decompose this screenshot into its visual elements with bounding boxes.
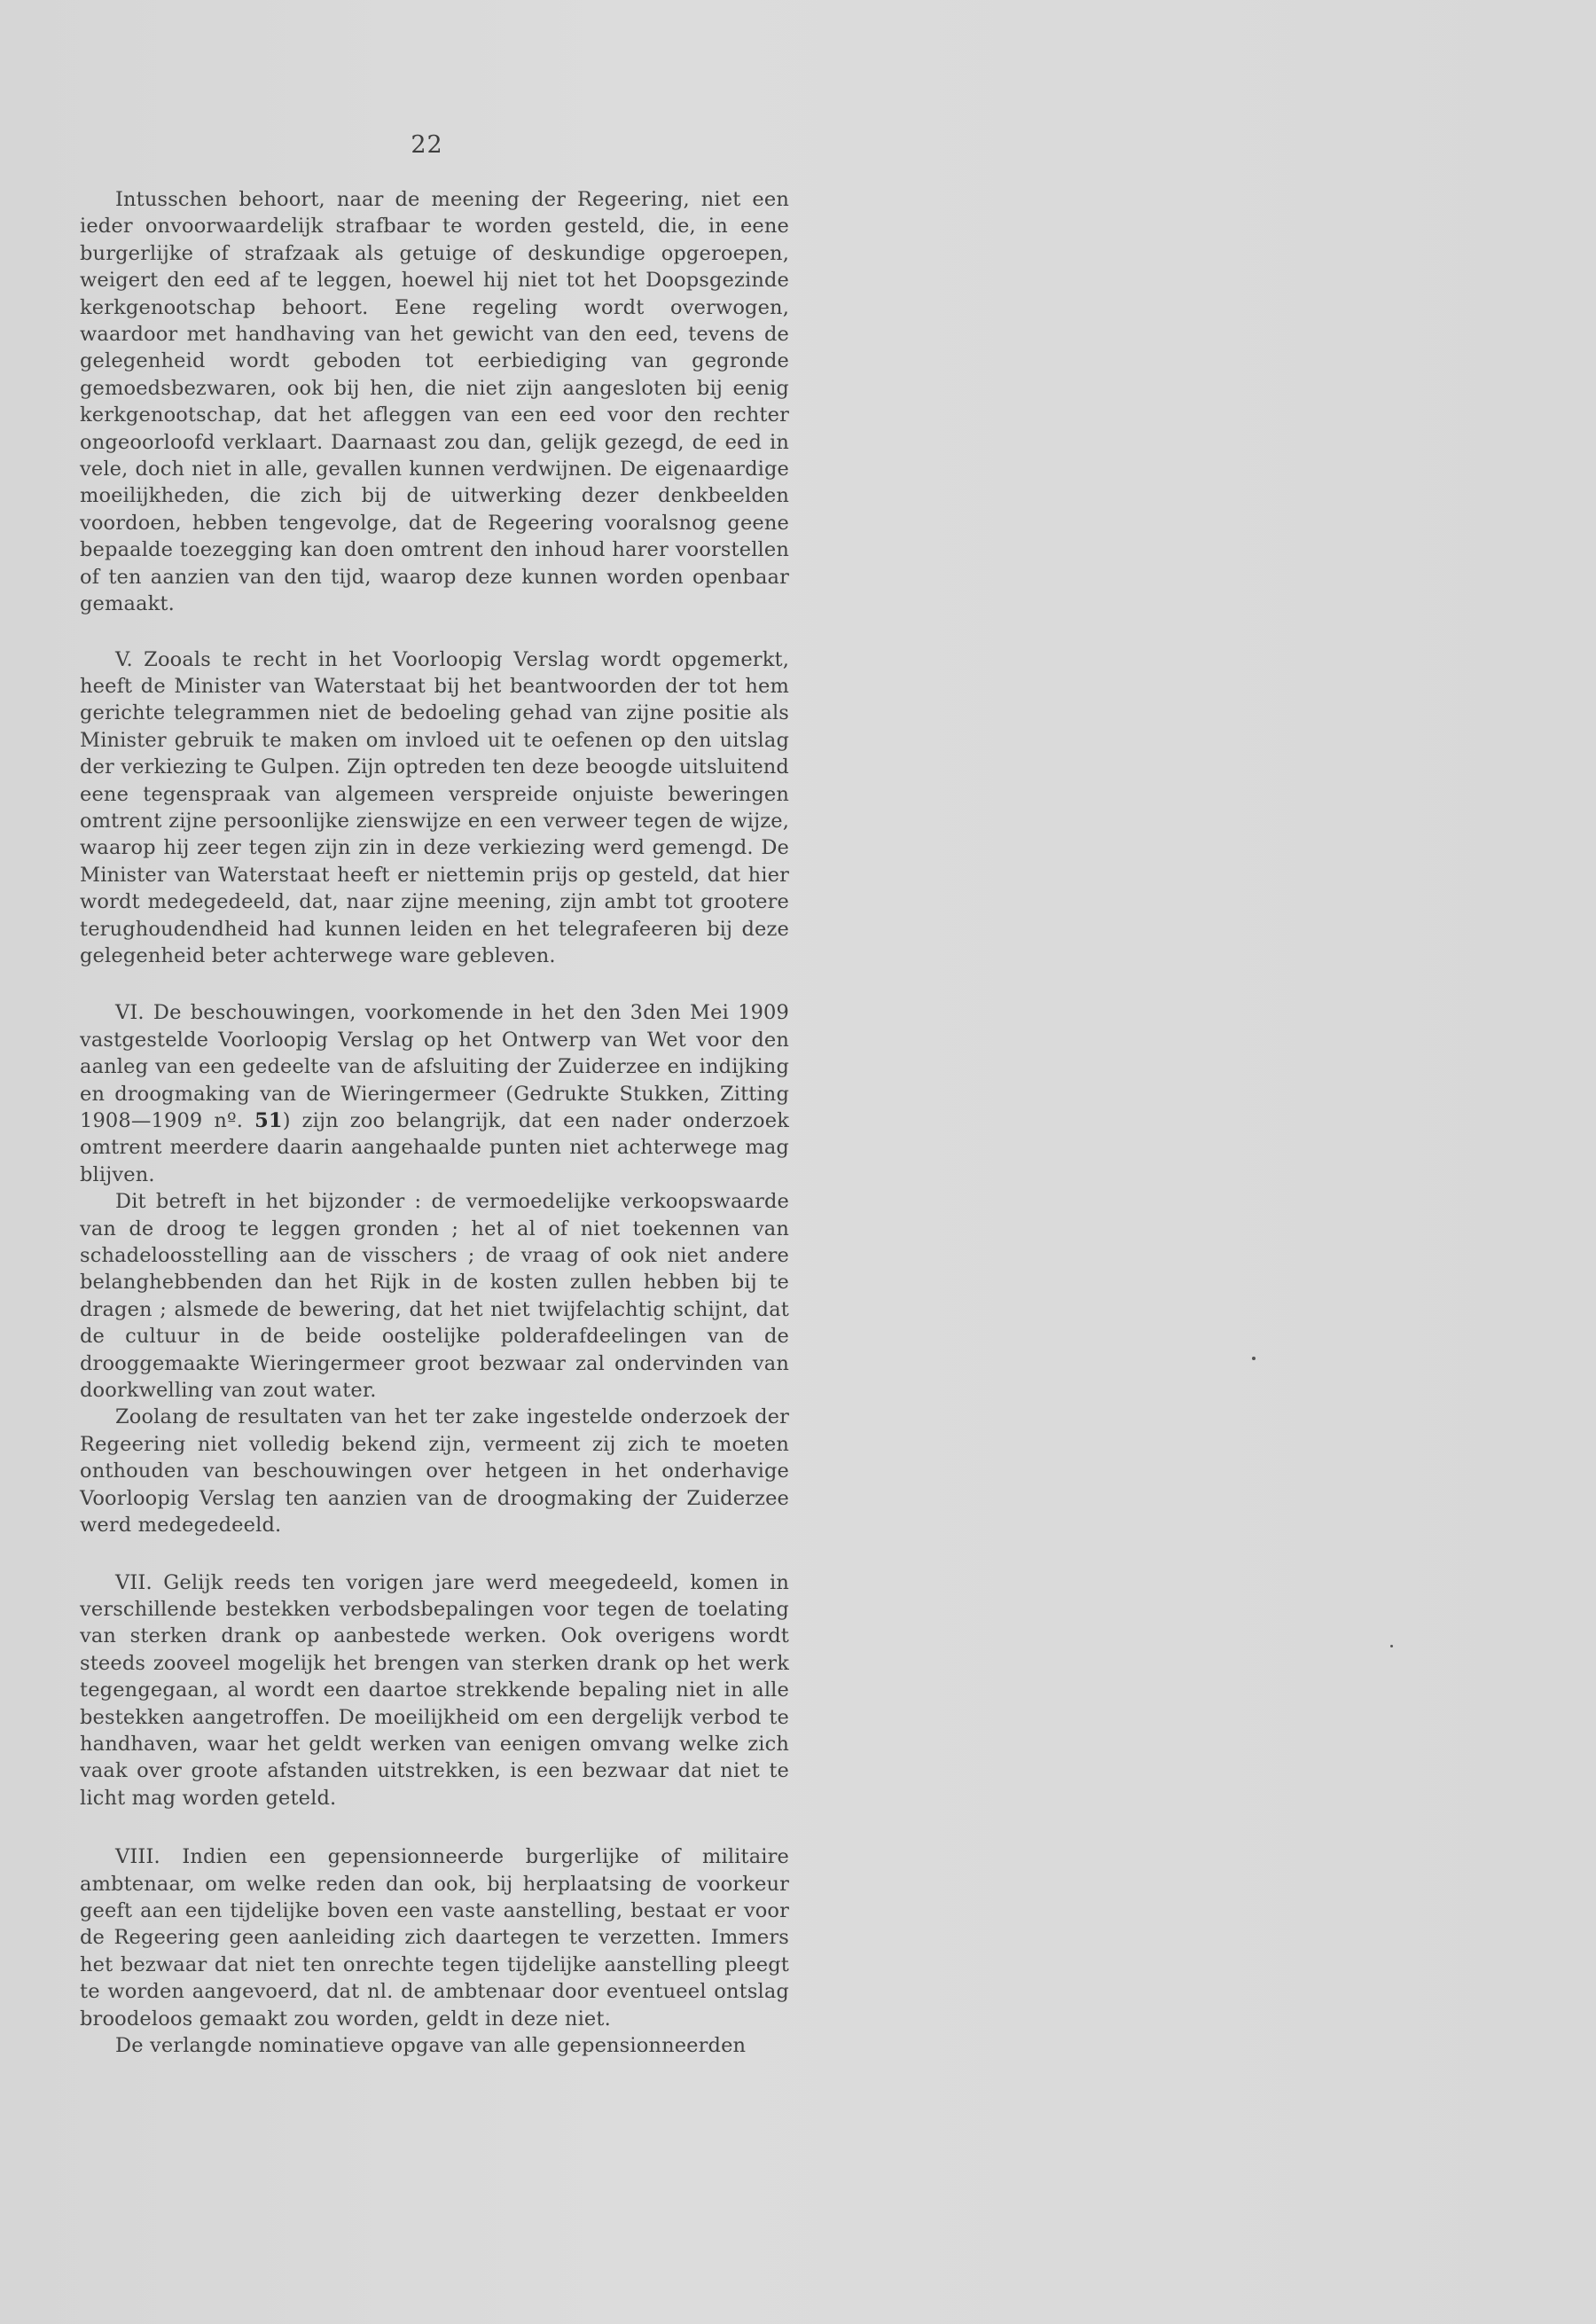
page-number: 22 [411, 131, 443, 159]
text-column [80, 186, 789, 2059]
document-number-bold: 51 [254, 1109, 283, 1132]
paragraph-section-vi-conclusion: Zoolang de resultaten van het ter zake ingestelde onderzoek der Regeering niet volledig bekend zijn, vermeent zij zich te moeten onthouden van beschouwingen over hetgeen in het onderhavige Voorloopig Verslag ten aanzien van de droogmaking der Zuiderzee werd medegedeeld. [80, 1405, 789, 1538]
paper-speck [1252, 1357, 1256, 1360]
section-vi-text-start: VI. De beschouwingen, voorkomende in het den 3den Mei 1909 vastgestelde Voorloopig Verslag op het Ontwerp van Wet voor den aanleg van een gedeelte van de afsluiting der Zuiderzee en indijking en droogmaking van de Wieringermeer (Gedrukte Stukken, Zitting 1908—1909 nº. [80, 1001, 789, 1132]
paragraph-section-v: V. Zooals te recht in het Voorloopig Verslag wordt opgemerkt, heeft de Minister van Waterstaat bij het beantwoorden der tot hem gerichte telegrammen niet de bedoeling gehad van zijne positie als Minister gebruik te maken om invloed uit te oefenen op den uitslag der verkiezing te Gulpen. Zijn optreden ten deze beoogde uitsluitend eene tegenspraak van algemeen verspreide onjuiste beweringen omtrent zijne persoonlijke zienswijze en een verweer tegen de wijze, waarop hij zeer tegen zijn zin in deze verkiezing werd gemengd. De Minister van Waterstaat heeft er niettemin prijs op gesteld, dat hier wordt medegedeeld, dat, naar zijne meening, zijn ambt tot grootere terughoudendheid had kunnen leiden en het telegrafeeren bij deze gelegenheid beter achterwege ware gebleven. [80, 647, 789, 967]
paragraph-oath: Intusschen behoort, naar de meening der Regeering, niet een ieder onvoorwaardelijk strafbaar te worden gesteld, die, in eene burgerlijke of strafzaak als getuige of deskundige opgeroepen, weigert den eed af te leggen, hoewel hij niet tot het Doopsgezinde kerkgenootschap behoort. Eene regeling wordt overwogen, waardoor met handhaving van het gewicht van den eed, tevens de gelegenheid wordt geboden tot eerbiediging van gegronde gemoedsbezwaren, ook bij hen, die niet zijn aangesloten bij eenig kerkgenootschap, dat het afleggen van een eed voor den rechter ongeoorloofd verklaart. Daarnaast zou dan, gelijk gezegd, de eed in vele, doch niet in alle, gevallen kunnen verdwijnen. De eigenaardige moeilijkheden, die zich bij de uitwerking dezer denkbeelden voordoen, hebben tengevolge, dat de Regeering vooralsnog geene bepaalde toezegging kan doen omtrent den inhoud harer voorstellen of ten aanzien van den tijd, waarop deze kunnen worden openbaar gemaakt. [80, 188, 789, 616]
paragraph-section-viii-continued: De verlangde nominatieve opgave van alle gepensionneerden [115, 2034, 747, 2057]
section-vi-text-end: ) zijn zoo belangrijk, dat een nader onderzoek omtrent meerdere daarin aangehaalde punten niet achterwege mag blijven. [80, 1109, 789, 1186]
paragraph-section-vi-details: Dit betreft in het bijzonder : de vermoedelijke verkoopswaarde van de droog te leggen gronden ; het al of niet toekennen van schadeloosstelling aan de visschers ; de vraag of ook niet andere belanghebbenden dan het Rijk in de kosten zullen hebben bij te dragen ; alsmede de bewering, dat het niet twijfelachtig schijnt, dat de cultuur in de beide oostelijke polderafdeelingen van de drooggemaakte Wieringermeer groot bezwaar zal ondervinden van doorkwelling van zout water. [80, 1190, 789, 1403]
paper-speck [1390, 1645, 1393, 1647]
paragraph-section-viii: VIII. Indien een gepensionneerde burgerlijke of militaire ambtenaar, om welke reden dan ook, bij herplaatsing de voorkeur geeft aan een tijdelijke boven een vaste aanstelling, bestaat er voor de Regeering geen aanleiding zich daartegen te verzetten. Immers het bezwaar dat niet ten onrechte tegen tijdelijke aanstelling pleegt te worden aangevoerd, dat nl. de ambtenaar door eventueel ontslag broodeloos gemaakt zou worden, geldt in deze niet. [80, 1845, 789, 2031]
paragraph-section-vi [80, 999, 789, 1188]
paragraph-section-vii: VII. Gelijk reeds ten vorigen jare werd meegedeeld, komen in verschillende bestekken verbodsbepalingen voor tegen de toelating van sterken drank op aanbestede werken. Ook overigens wordt steeds zooveel mogelijk het brengen van sterken drank op het werk tegengegaan, al wordt een daartoe strekkende bepaling niet in alle bestekken aangetroffen. De moeilijkheid om een dergelijk verbod te handhaven, waar het geldt werken van eenigen omvang welke zich vaak over groote afstanden uitstrekken, is een bezwaar dat niet te licht mag worden geteld. [80, 1570, 789, 1810]
